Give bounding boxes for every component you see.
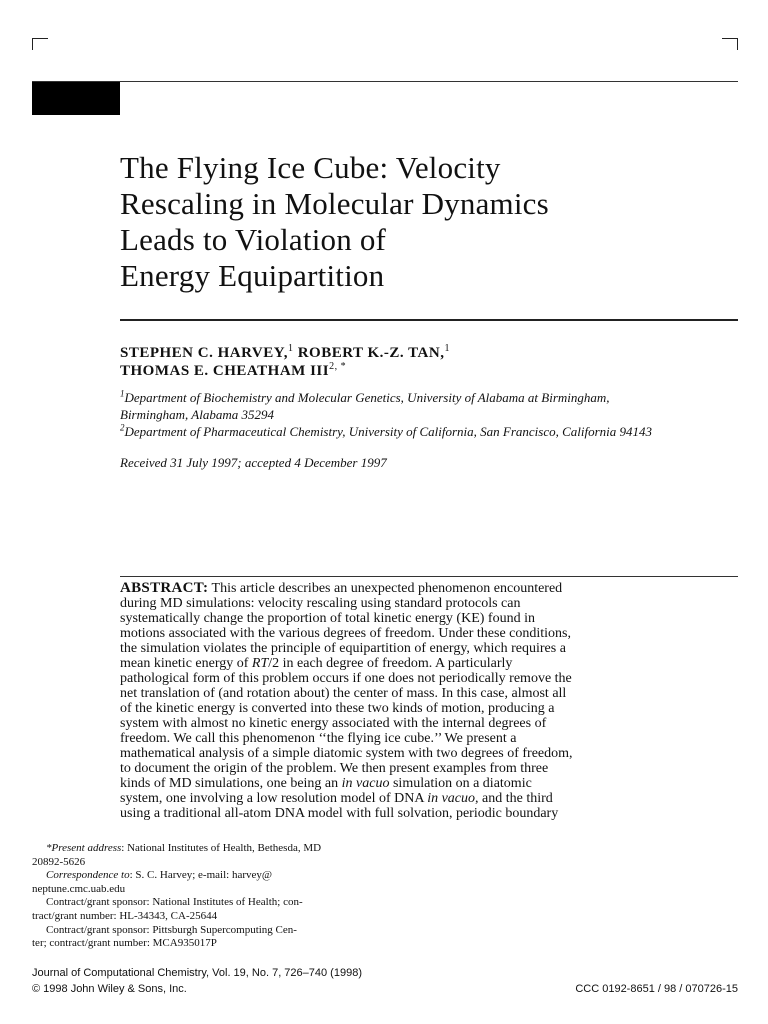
footnote-line: Contract/grant sponsor: National Institutes of Health; con- — [46, 896, 303, 909]
crop-mark-top-right-h — [722, 38, 738, 39]
crop-mark-top-left-v — [32, 38, 33, 50]
abstract-text: simulation on a diatomic — [392, 776, 532, 791]
affiliation-line — [120, 423, 745, 440]
abstract-text: This article describes an unexpected phenomenon encountered — [211, 581, 563, 596]
article-title — [120, 150, 740, 294]
title-line: Rescaling in Molecular Dynamics — [120, 186, 549, 221]
footnotes — [32, 842, 370, 951]
footnote-label: Correspondence to — [46, 869, 130, 882]
footnote-line: tract/grant number: HL-34343, CA-25644 — [32, 909, 218, 922]
affil-text: Department of Biochemistry and Molecular Genetics, University of Alabama at Birmingham, — [124, 390, 610, 405]
footnote-line — [32, 869, 370, 883]
section-tab — [32, 82, 120, 115]
author-line — [120, 344, 740, 362]
journal-citation: Journal of Computational Chemistry, Vol. 19, No. 7, 726–740 (1998) — [32, 967, 362, 979]
abstract-rule — [120, 576, 738, 577]
footnote-line — [32, 842, 370, 856]
title-line: The Flying Ice Cube: Velocity — [120, 150, 501, 185]
footnote-text: : S. C. Harvey; e-mail: harvey@ — [129, 869, 273, 882]
footnote-line: ter; contract/grant number: MCA935017P — [32, 937, 217, 950]
affil-mark: 2 — [120, 422, 125, 433]
ccc-code: CCC 0192-8651 / 98 / 070726-15 — [575, 983, 738, 995]
header-rule — [32, 81, 738, 82]
abstract-italic: RT — [251, 656, 269, 671]
footnote-label: *Present address — [46, 842, 122, 854]
abstract-line: mathematical analysis of a simple diatomic system with two degrees of freedom, — [120, 746, 573, 761]
abstract-line: systematically change the proportion of total kinetic energy (KE) found in — [120, 611, 535, 626]
abstract-text: , and the third — [475, 791, 553, 806]
title-line: Leads to Violation of — [120, 222, 387, 257]
abstract-line: motions associated with the various degrees of freedom. Under these conditions, — [120, 626, 571, 641]
abstract-text: system, one involving a low resolution model of DNA — [120, 791, 424, 806]
footnote-line: 20892-5626 — [32, 855, 86, 868]
abstract-text: /2 in each degree of freedom. A particularly — [268, 656, 513, 671]
author-line — [120, 362, 740, 380]
author-list — [120, 344, 740, 380]
affil-text: Birmingham, Alabama 35294 — [120, 407, 274, 422]
abstract-line: freedom. We call this phenomenon ‘‘the flying ice cube.’’ We present a — [120, 731, 517, 746]
abstract-line: the simulation violates the principle of equipartition of energy, which requires a — [120, 641, 566, 656]
author-name: ROBERT K.-Z. TAN, — [297, 345, 445, 361]
affiliations — [120, 389, 745, 440]
received-dates: Received 31 July 1997; accepted 4 December 1997 — [120, 455, 387, 470]
abstract-line: system with almost no kinetic energy associated with the internal degrees of — [120, 716, 547, 731]
footnote-text: : National Institutes of Health, Bethesda, MD — [121, 842, 322, 854]
abstract-line: pathological form of this problem occurs if one does not periodically remove the — [120, 671, 572, 686]
footnote-line: Contract/grant sponsor: Pittsburgh Supercomputing Cen- — [46, 923, 297, 936]
crop-mark-top-left-h — [32, 38, 48, 39]
title-line: Energy Equipartition — [120, 258, 385, 293]
affil-mark: 1 — [120, 388, 125, 399]
author-name: THOMAS E. CHEATHAM III — [120, 363, 330, 379]
abstract-line — [120, 791, 650, 806]
abstract-line — [120, 656, 650, 671]
abstract-line: net translation of (and rotation about) the center of mass. In this case, almost all — [120, 686, 567, 701]
abstract-line: to document the origin of the problem. We then present examples from three — [120, 761, 549, 776]
abstract-italic: in vacuo — [341, 776, 390, 791]
abstract-line — [120, 581, 650, 596]
abstract-line: during MD simulations: velocity rescaling using standard protocols can — [120, 596, 521, 611]
affiliation-line — [120, 406, 745, 423]
crop-mark-top-right-v — [737, 38, 738, 50]
affiliation-line — [120, 389, 745, 406]
affil-text: Department of Pharmaceutical Chemistry, University of California, San Francisco, California 94143 — [124, 424, 653, 439]
author-name: STEPHEN C. HARVEY, — [120, 345, 288, 361]
abstract-line — [120, 776, 650, 791]
abstract — [120, 581, 650, 821]
abstract-text: mean kinetic energy of — [120, 656, 249, 671]
author-affil-mark: 1 — [287, 343, 294, 354]
copyright-notice: © 1998 John Wiley & Sons, Inc. — [32, 983, 187, 995]
abstract-text: kinds of MD simulations, one being an — [120, 776, 339, 791]
abstract-line: using a traditional all-atom DNA model with full solvation, periodic boundary — [120, 806, 559, 821]
title-rule — [120, 319, 738, 321]
abstract-italic: in vacuo — [427, 791, 476, 806]
author-affil-mark: 2, * — [329, 361, 347, 372]
footnote-line: neptune.cmc.uab.edu — [32, 882, 126, 895]
author-affil-mark: 1 — [444, 343, 450, 354]
abstract-heading: ABSTRACT: — [120, 580, 209, 596]
abstract-line: of the kinetic energy is converted into these two kinds of motion, producing a — [120, 701, 555, 716]
